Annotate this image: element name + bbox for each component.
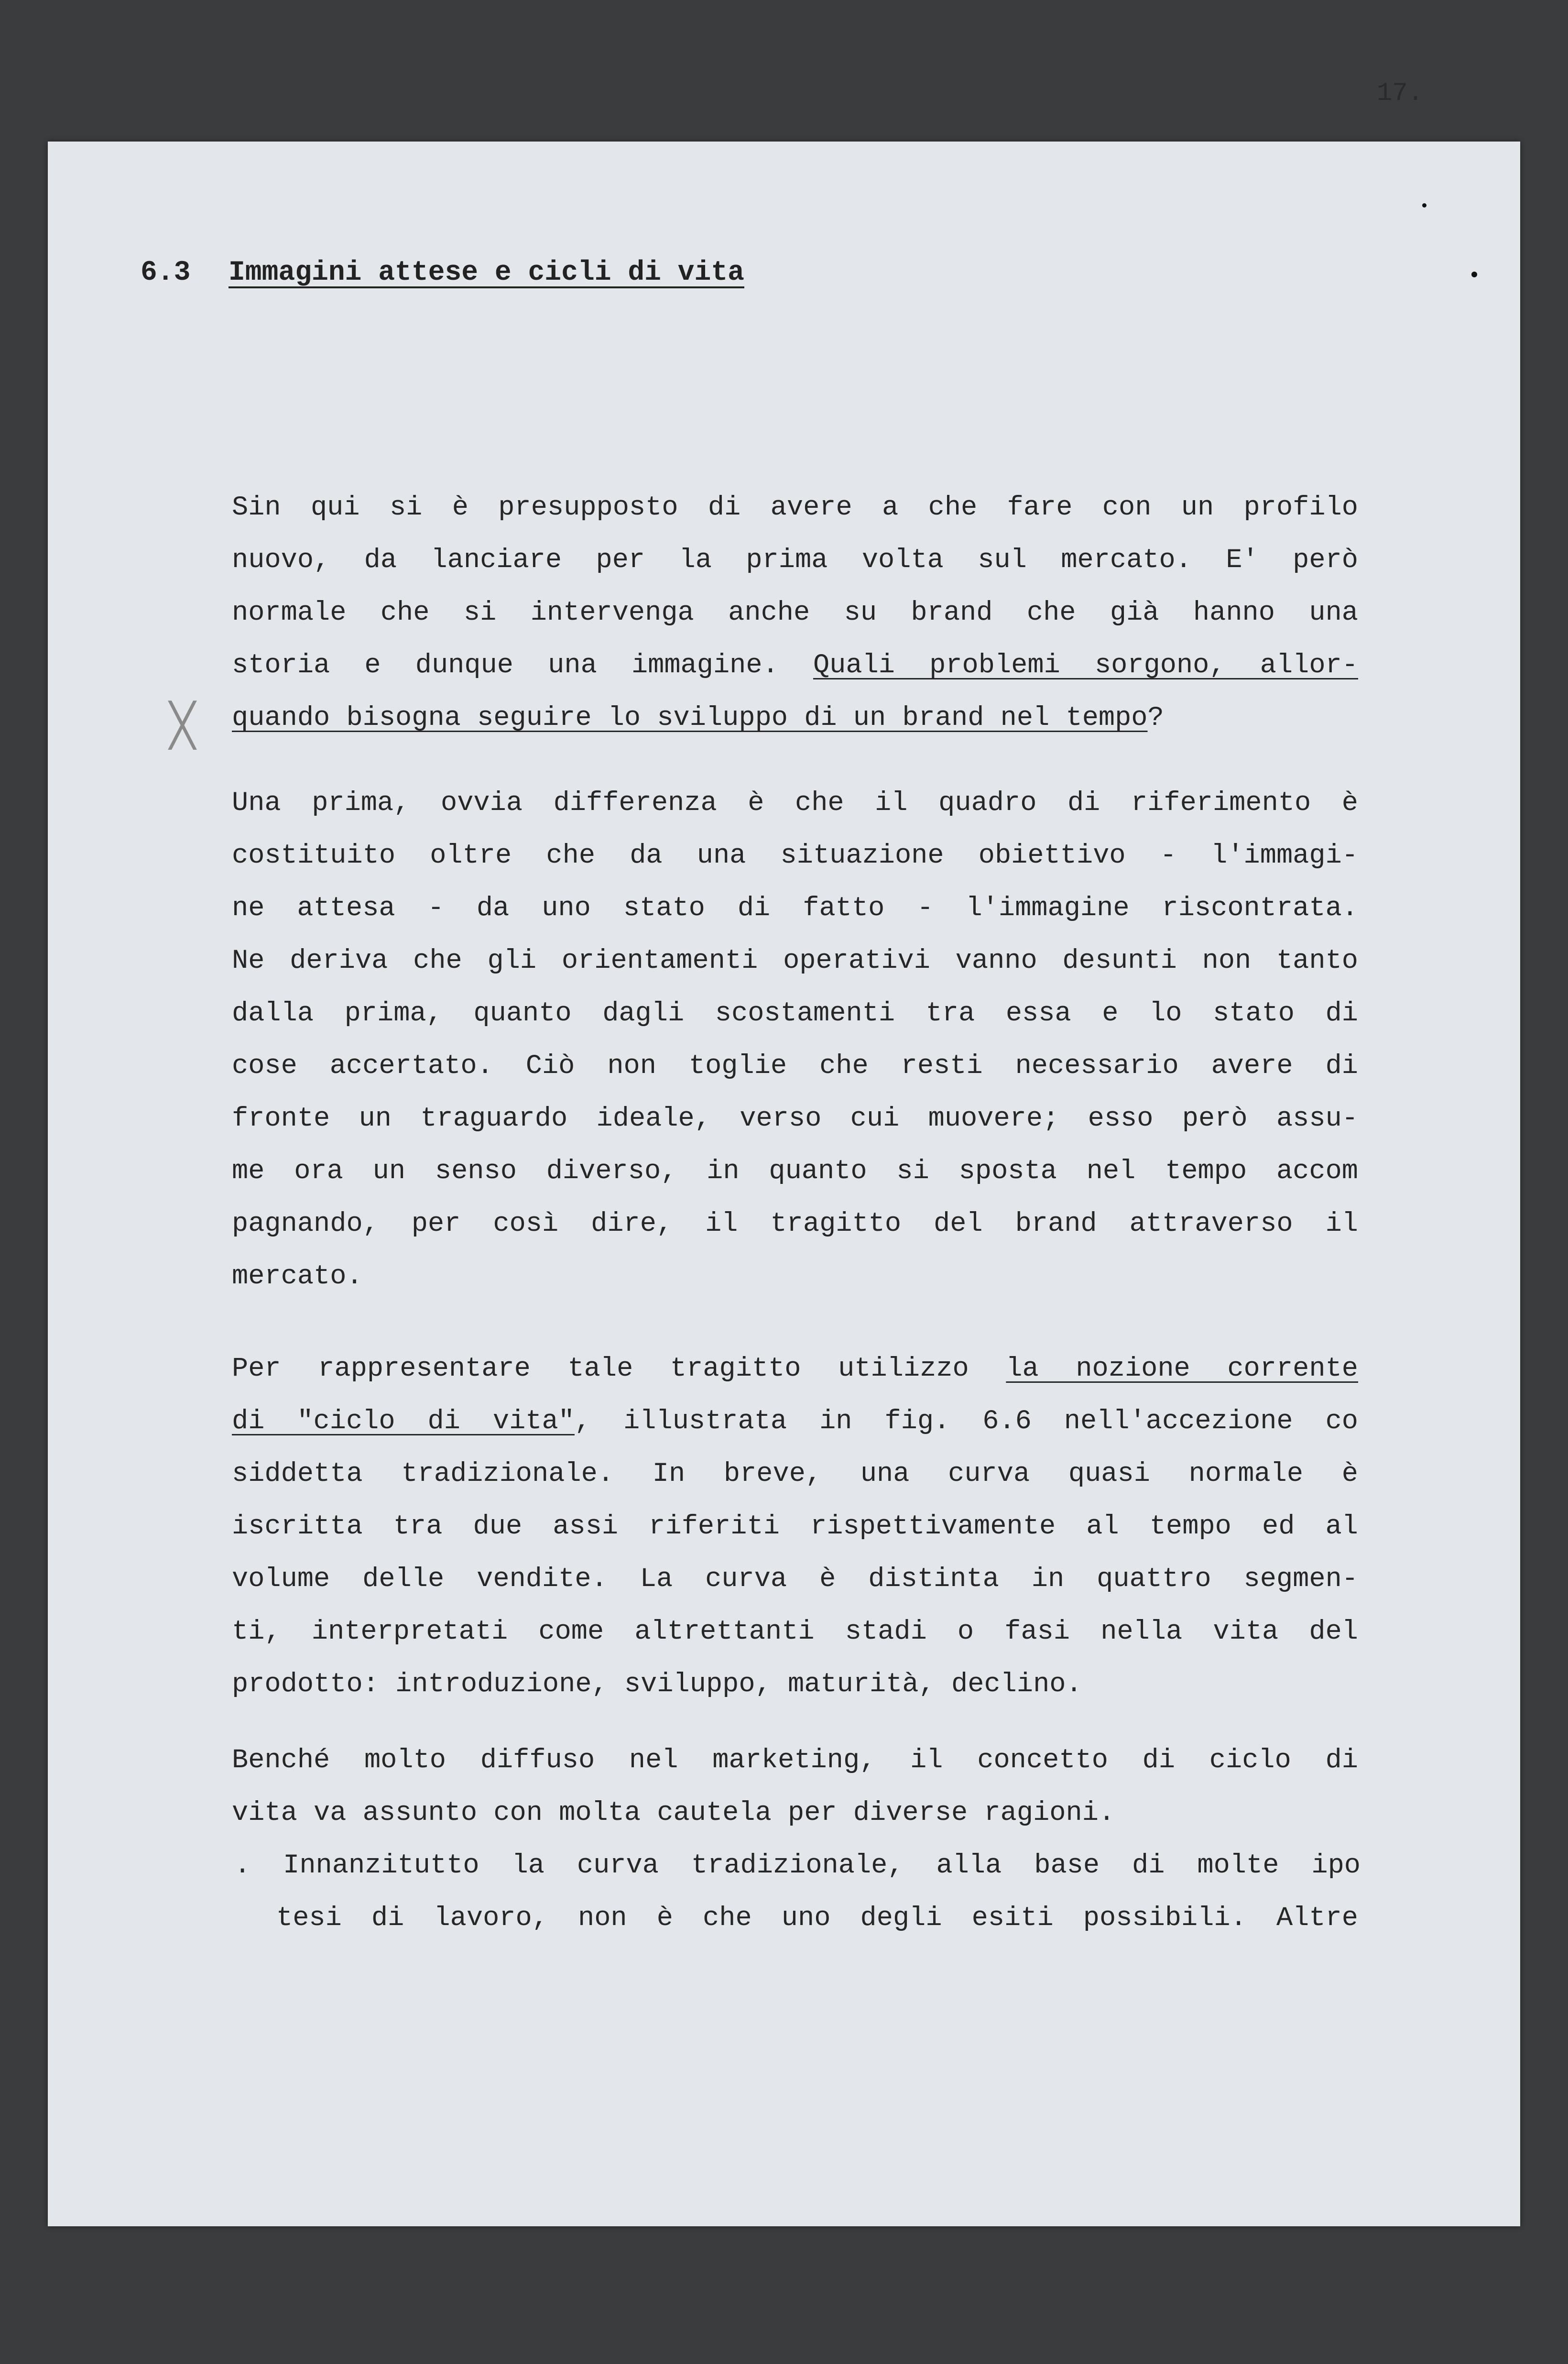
text-span: costituito oltre che da una situazione obiettivo - l'immagi- <box>232 841 1358 871</box>
text-span: vita va assunto con molta cautela per diverse ragioni. <box>232 1798 1115 1828</box>
text-line <box>232 651 1358 680</box>
text-span: Ne deriva che gli orientamenti operativi vanno desunti non tanto <box>232 946 1358 976</box>
text-line <box>232 493 1358 522</box>
text-line <box>234 1851 1361 1880</box>
text-span: Sin qui si è presupposto di avere a che fare con un profilo <box>232 492 1358 523</box>
text-line <box>232 1670 1358 1699</box>
text-line <box>232 1565 1358 1594</box>
underlined-text: la nozione corrente <box>1006 1354 1358 1384</box>
text-line <box>232 1052 1358 1081</box>
text-line <box>232 599 1358 627</box>
text-line <box>232 1210 1358 1238</box>
text-span: nuovo, da lanciare per la prima volta sul mercato. E' però <box>232 545 1358 576</box>
text-line <box>232 842 1358 870</box>
text-line <box>232 1262 1358 1291</box>
text-span: volume delle vendite. La curva è distinta in quattro segmen- <box>232 1564 1358 1595</box>
text-span: me ora un senso diverso, in quanto si sposta nel tempo accom <box>232 1156 1358 1187</box>
text-line <box>232 999 1358 1028</box>
text-span: pagnando, per così dire, il tragitto del brand attraverso il <box>232 1209 1358 1239</box>
text-span: iscritta tra due assi riferiti rispettivamente al tempo ed al <box>232 1511 1358 1542</box>
text-line <box>232 894 1358 923</box>
text-line <box>232 1157 1358 1186</box>
text-line <box>232 1460 1358 1488</box>
text-line <box>232 947 1358 975</box>
text-span: ? <box>1147 703 1164 733</box>
text-line <box>232 1407 1358 1436</box>
text-span: storia e dunque una immagine. <box>232 650 813 681</box>
text-span: Una prima, ovvia differenza è che il quadro di riferimento è <box>232 788 1358 819</box>
page-number: 17. <box>1377 79 1424 108</box>
text-span: fronte un traguardo ideale, verso cui muovere; esso però assu- <box>232 1104 1358 1134</box>
section-number: 6.3 <box>141 257 191 288</box>
text-span: dalla prima, quanto dagli scostamenti tra essa e lo stato di <box>232 998 1358 1029</box>
text-span: tesi di lavoro, non è che uno degli esiti possibili. Altre <box>276 1903 1358 1934</box>
text-line <box>232 1618 1358 1646</box>
text-span: , illustrata in fig. 6.6 nell'accezione co <box>574 1406 1358 1437</box>
text-line <box>232 1355 1358 1383</box>
text-span: ne attesa - da uno stato di fatto - l'immagine riscontrata. <box>232 893 1358 924</box>
paper-speck <box>1471 272 1477 277</box>
text-span: Per rappresentare tale tragitto utilizzo <box>232 1354 1006 1384</box>
underlined-text: quando bisogna seguire lo sviluppo di un brand nel tempo <box>232 703 1148 733</box>
text-span: cose accertato. Ciò non toglie che resti necessario avere di <box>232 1051 1358 1082</box>
text-span: siddetta tradizionale. In breve, una curva quasi normale è <box>232 1459 1358 1489</box>
underlined-text: di "ciclo di vita" <box>232 1406 575 1437</box>
margin-cross-mark: ╳ <box>170 700 195 750</box>
text-line <box>232 704 1358 733</box>
text-line <box>232 789 1358 818</box>
text-span: prodotto: introduzione, sviluppo, maturità, declino. <box>232 1669 1082 1700</box>
text-line <box>276 1904 1358 1933</box>
paper-speck <box>1422 203 1426 208</box>
text-line <box>232 1799 1358 1828</box>
text-line <box>232 546 1358 575</box>
text-line <box>232 1746 1358 1775</box>
text-span: . Innanzitutto la curva tradizionale, alla base di molte ipo <box>234 1850 1361 1881</box>
text-span: Benché molto diffuso nel marketing, il concetto di ciclo di <box>232 1745 1358 1776</box>
underlined-text: Quali problemi sorgono, allor- <box>813 650 1358 681</box>
text-span: ti, interpretati come altrettanti stadi o fasi nella vita del <box>232 1617 1358 1647</box>
text-span: mercato. <box>232 1261 363 1292</box>
section-title: Immagini attese e cicli di vita <box>229 257 744 288</box>
text-line <box>232 1512 1358 1541</box>
text-line <box>232 1105 1358 1133</box>
text-span: normale che si intervenga anche su brand che già hanno una <box>232 598 1358 628</box>
